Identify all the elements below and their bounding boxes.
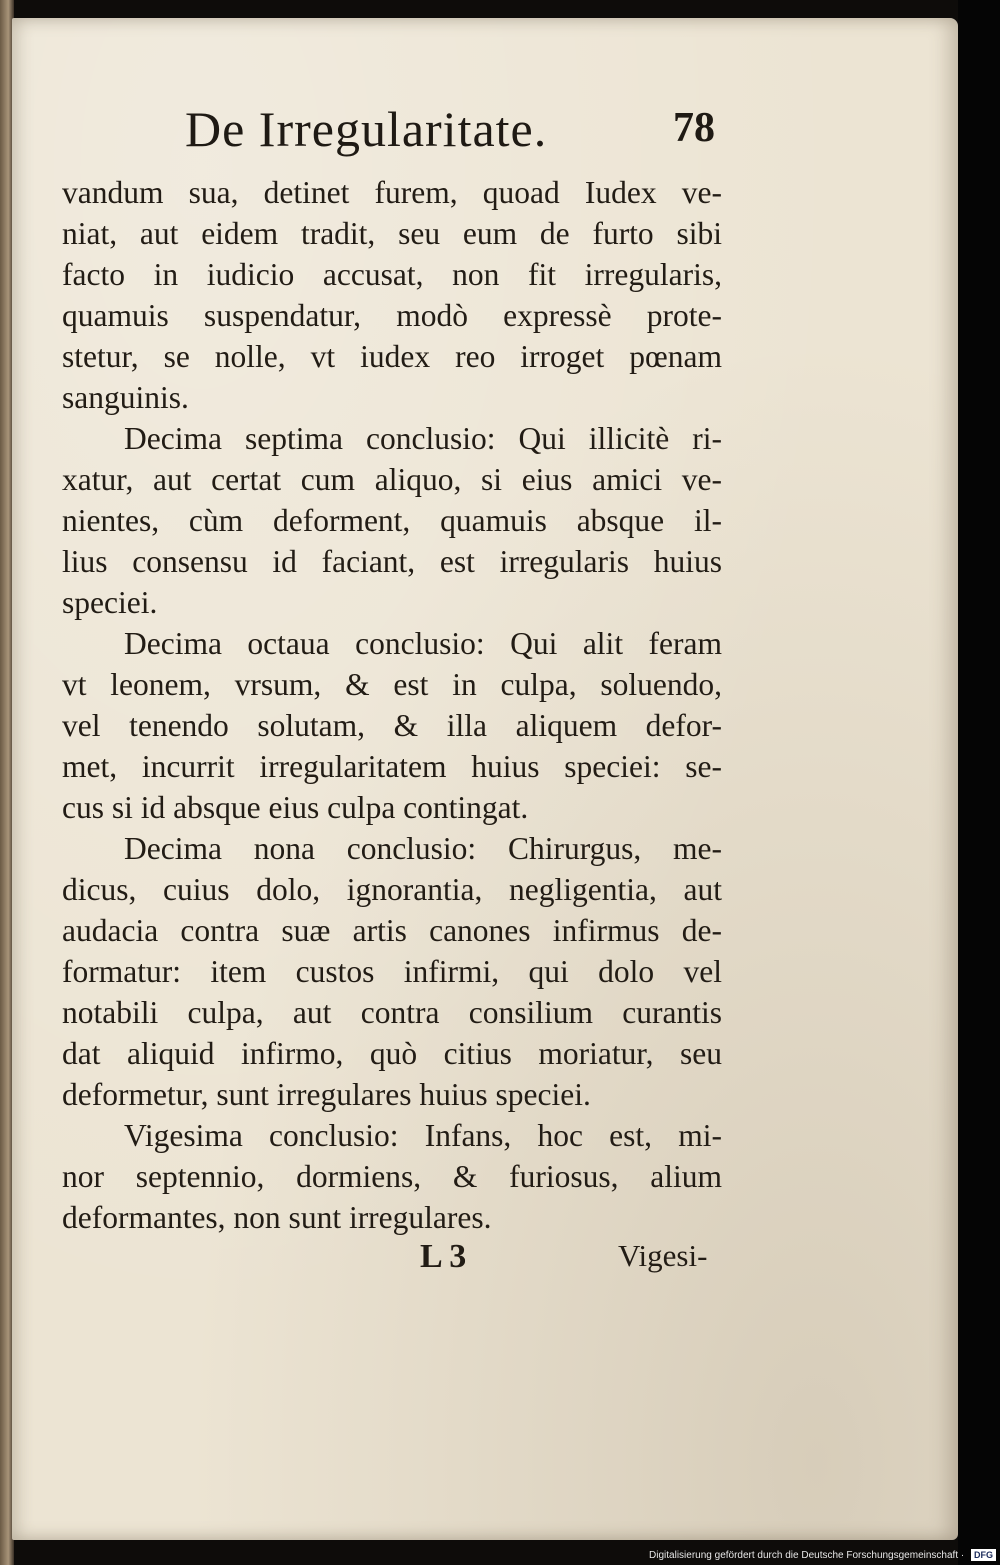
text-line: notabili culpa, aut contra consilium curantis xyxy=(62,995,722,1030)
text-line: vt leonem, vrsum, & est in culpa, soluendo, xyxy=(62,667,722,702)
text-line: facto in iudicio accusat, non fit irregularis, xyxy=(62,257,722,292)
text-line: niat, aut eidem tradit, seu eum de furto sibi xyxy=(62,216,722,251)
credit-text: Digitalisierung gefördert durch die Deutsche Forschungsgemeinschaft xyxy=(649,1550,959,1561)
scan-background-strip xyxy=(958,0,1000,1565)
text-line: nor septennio, dormiens, & furiosus, alium xyxy=(62,1159,722,1194)
text-line: nientes, cùm deforment, quamuis absque il- xyxy=(62,503,722,538)
digitization-credit xyxy=(600,1547,1000,1565)
dfg-logo: · DFG xyxy=(961,1550,996,1561)
text-line: lius consensu id faciant, est irregularis huius xyxy=(62,544,722,579)
text-line: quamuis suspendatur, modò expressè prote- xyxy=(62,298,722,333)
text-line: xatur, aut certat cum aliquo, si eius amici ve- xyxy=(62,462,722,497)
dfg-logo-mark: DFG xyxy=(971,1549,996,1561)
paragraph-start-line: Decima nona conclusio: Chirurgus, me- xyxy=(124,831,722,866)
body-text xyxy=(62,172,722,1238)
text-line: speciei. xyxy=(62,585,158,620)
text-line: formatur: item custos infirmi, qui dolo vel xyxy=(62,954,722,989)
text-line: audacia contra suæ artis canones infirmus de- xyxy=(62,913,722,948)
paragraph-start-line: Decima octaua conclusio: Qui alit feram xyxy=(124,626,722,661)
text-line: stetur, se nolle, vt iudex reo irroget pœnam xyxy=(62,339,722,374)
text-line: dat aliquid infirmo, quò citius moriatur, seu xyxy=(62,1036,722,1071)
catchword: Vigesi- xyxy=(618,1238,708,1273)
text-line: vel tenendo solutam, & illa aliquem defor- xyxy=(62,708,722,743)
page-header xyxy=(185,100,715,160)
text-line: sanguinis. xyxy=(62,380,189,415)
signature-mark: L 3 xyxy=(420,1238,467,1275)
text-line: dicus, cuius dolo, ignorantia, negligentia, aut xyxy=(62,872,722,907)
page-number: 78 xyxy=(673,105,715,151)
text-line: vandum sua, detinet furem, quoad Iudex ve- xyxy=(62,175,722,210)
paragraph-start-line: Vigesima conclusio: Infans, hoc est, mi- xyxy=(124,1118,722,1153)
text-line: met, incurrit irregularitatem huius speciei: se- xyxy=(62,749,722,784)
text-line: cus si id absque eius culpa contingat. xyxy=(62,790,529,825)
running-title: De Irregularitate. xyxy=(185,101,548,157)
paragraph-start-line: Decima septima conclusio: Qui illicitè ri- xyxy=(124,421,722,456)
text-line: deformantes, non sunt irregulares. xyxy=(62,1200,492,1235)
text-line: deformetur, sunt irregulares huius speciei. xyxy=(62,1077,591,1112)
